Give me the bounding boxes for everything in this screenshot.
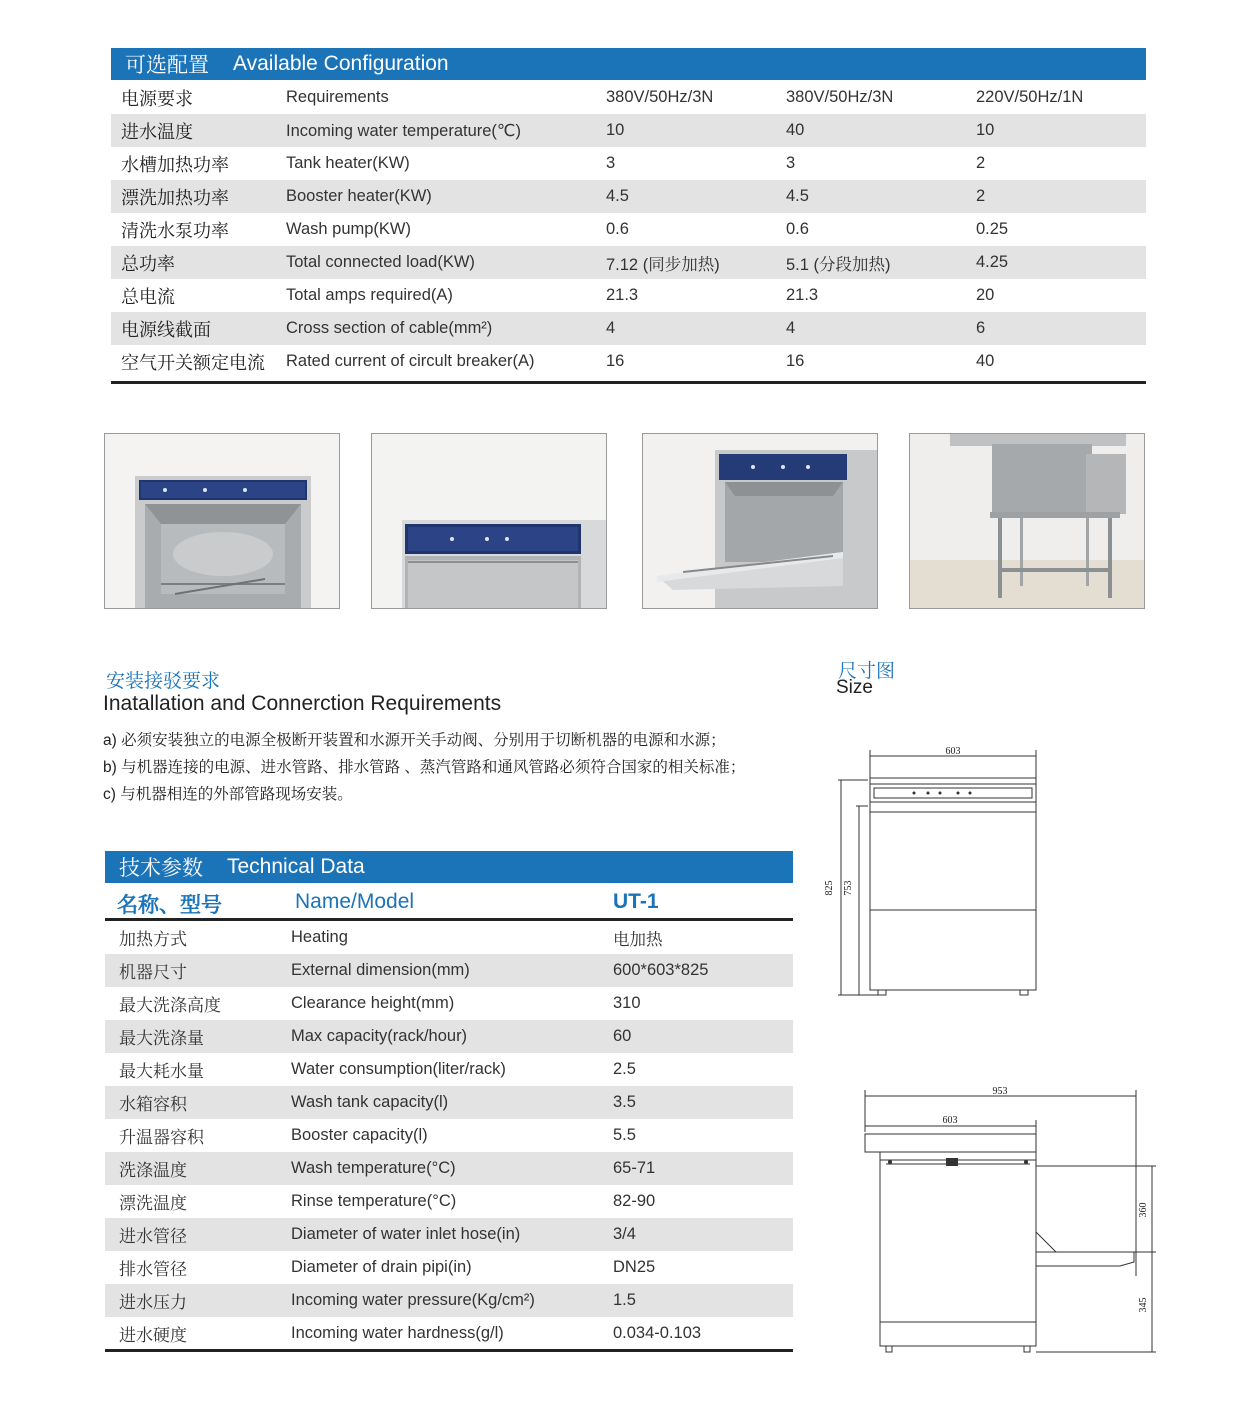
tech-row [105, 1152, 793, 1185]
config-title-zh: 可选配置 [125, 54, 209, 77]
tech-cell-v: 2.5 [613, 1060, 636, 1078]
tech-cell-zh: 洗涤温度 [105, 1152, 281, 1185]
install-item-b: b) 与机器连接的电源、进水管路、排水管路 、蒸汽管路和通风管路必须符合国家的相关标准； [103, 759, 746, 776]
config-cell-v3: 6 [966, 312, 1146, 345]
config-row [111, 312, 1146, 345]
tech-cell-v: 电加热 [613, 930, 663, 949]
photo-closed-front [371, 433, 607, 609]
config-cell-v2: 21.3 [786, 286, 819, 304]
config-cell-v3: 2 [976, 154, 986, 172]
config-cell-v1: 4 [596, 312, 776, 345]
config-cell-v2: 4 [776, 312, 966, 345]
tech-row [105, 987, 793, 1020]
photo-door-open [642, 433, 878, 609]
front-view-drawing [818, 740, 1058, 1010]
config-cell-v2: 16 [786, 352, 805, 370]
tech-cell-v: 1.5 [603, 1284, 793, 1317]
tech-cell-en: Diameter of water inlet hose(in) [281, 1218, 603, 1251]
config-cell-en: Requirements [286, 88, 389, 106]
config-cell-en: Total amps required(A) [286, 286, 453, 304]
tech-cell-v: 65-71 [603, 1152, 793, 1185]
tech-row [105, 1218, 793, 1251]
tech-head-en: Name/Model [295, 890, 415, 913]
config-row [111, 147, 1146, 180]
config-cell-zh: 水槽加热功率 [121, 154, 229, 175]
config-cell-en: Cross section of cable(mm²) [276, 312, 596, 345]
tech-cell-en: Incoming water hardness(g/l) [291, 1324, 504, 1342]
tech-row [105, 1119, 793, 1152]
tech-cell-zh: 进水压力 [105, 1284, 281, 1317]
config-cell-zh: 进水温度 [111, 114, 276, 147]
install-item-c: c) 与机器相连的外部管路现场安装。 [103, 786, 353, 803]
size-title-en: Size [836, 677, 873, 698]
config-cell-v2: 4.5 [776, 180, 966, 213]
config-row [111, 114, 1146, 147]
config-cell-zh: 漂洗加热功率 [111, 180, 276, 213]
tech-cell-zh: 升温器容积 [119, 1128, 204, 1147]
tech-cell-v: 5.5 [613, 1126, 636, 1144]
config-cell-v1: 21.3 [606, 286, 639, 304]
config-cell-en: Booster heater(KW) [276, 180, 596, 213]
config-cell-v3: 2 [966, 180, 1146, 213]
tech-cell-zh: 水箱容积 [105, 1086, 281, 1119]
config-bottom-rule [111, 381, 1146, 384]
tech-cell-zh: 最大耗水量 [119, 1062, 204, 1081]
tech-row [105, 1053, 793, 1086]
front-width-label: 603 [945, 746, 961, 757]
tech-cell-zh: 排水管径 [119, 1260, 187, 1279]
tech-table [105, 921, 793, 1350]
config-cell-v1: 3 [606, 154, 616, 172]
config-row [111, 180, 1146, 213]
tech-cell-en: Rinse temperature(°C) [291, 1192, 457, 1210]
tech-head-model: UT-1 [613, 890, 659, 913]
config-title-en: Available Configuration [233, 52, 449, 75]
photo-on-stand [909, 433, 1145, 609]
tech-cell-v: 3/4 [603, 1218, 793, 1251]
tech-cell-v: 0.034-0.103 [613, 1324, 702, 1342]
tech-title-zh: 技术参数 [119, 857, 203, 880]
config-cell-en: Rated current of circult breaker(A) [286, 352, 535, 370]
tech-cell-en: Clearance height(mm) [291, 994, 455, 1012]
config-cell-en: Incoming water temperature(℃) [276, 114, 596, 147]
tech-cell-v: 82-90 [613, 1192, 656, 1210]
tech-row [105, 1185, 793, 1218]
tech-cell-en: Diameter of drain pipi(in) [291, 1258, 472, 1276]
config-cell-v3: 10 [966, 114, 1146, 147]
tech-head-row [105, 886, 793, 918]
side-total-width-label: 953 [992, 1086, 1008, 1097]
config-cell-v3: 0.25 [976, 220, 1009, 238]
config-table [111, 81, 1146, 378]
tech-row [105, 1251, 793, 1284]
tech-cell-en: External dimension(mm) [281, 954, 603, 987]
tech-cell-zh: 漂洗温度 [119, 1194, 187, 1213]
tech-cell-zh: 机器尺寸 [105, 954, 281, 987]
config-header-bar [111, 48, 1146, 80]
config-cell-zh: 电源线截面 [111, 312, 276, 345]
tech-cell-v: DN25 [613, 1258, 656, 1276]
front-body-height-label: 753 [843, 880, 854, 896]
config-cell-zh: 空气开关额定电流 [121, 352, 265, 373]
tech-row [105, 954, 793, 987]
config-cell-v3: 4.25 [966, 246, 1146, 279]
side-body-width-label: 603 [942, 1115, 958, 1126]
config-cell-v2: 5.1 (分段加热) [776, 246, 966, 279]
tech-cell-v: 600*603*825 [603, 954, 793, 987]
tech-head-zh: 名称、型号 [117, 894, 222, 917]
tech-cell-zh: 进水管径 [105, 1218, 281, 1251]
tech-cell-zh: 进水硬度 [119, 1326, 187, 1345]
tech-cell-zh: 加热方式 [119, 930, 187, 949]
tech-cell-v: 3.5 [603, 1086, 793, 1119]
config-cell-v2: 40 [776, 114, 966, 147]
install-title-en: Inatallation and Connerction Requirements [103, 692, 502, 715]
tech-cell-en: Heating [291, 928, 348, 946]
tech-row [105, 1284, 793, 1317]
tech-cell-en: Incoming water pressure(Kg/cm²) [281, 1284, 603, 1317]
config-cell-v1: 4.5 [596, 180, 776, 213]
tech-cell-en: Max capacity(rack/hour) [281, 1020, 603, 1053]
config-cell-zh: 电源要求 [121, 88, 193, 109]
config-cell-en: Total connected load(KW) [276, 246, 596, 279]
tech-row [105, 1317, 793, 1350]
tech-row [105, 1020, 793, 1053]
config-cell-v3: 220V/50Hz/1N [976, 88, 1084, 106]
side-view-drawing [850, 1080, 1170, 1360]
tech-cell-zh: 最大洗涤高度 [119, 996, 221, 1015]
config-row [111, 213, 1146, 246]
config-cell-v1: 7.12 (同步加热) [596, 246, 776, 279]
front-total-height-label: 825 [824, 880, 835, 896]
config-cell-v2: 3 [786, 154, 796, 172]
config-cell-v1: 0.6 [606, 220, 629, 238]
config-row [111, 345, 1146, 378]
install-title-zh: 安装接驳要求 [106, 671, 221, 692]
size-title-zh: 尺寸图 [838, 661, 896, 682]
config-cell-en: Wash pump(KW) [286, 220, 411, 238]
config-cell-v1: 380V/50Hz/3N [606, 88, 714, 106]
config-row [111, 81, 1146, 114]
tech-cell-v: 60 [603, 1020, 793, 1053]
tech-bottom-rule [105, 1349, 793, 1352]
config-cell-v3: 40 [976, 352, 995, 370]
tech-cell-en: Wash temperature(°C) [281, 1152, 603, 1185]
tech-header-bar [105, 851, 793, 883]
config-row [111, 246, 1146, 279]
side-upper-height-label: 360 [1138, 1202, 1149, 1218]
config-cell-v2: 380V/50Hz/3N [786, 88, 894, 106]
photo-open-interior [104, 433, 340, 609]
tech-cell-en: Water consumption(liter/rack) [291, 1060, 506, 1078]
install-item-a: a) 必须安装独立的电源全极断开装置和水源开关手动阀、分别用于切断机器的电源和水源； [103, 732, 726, 749]
config-cell-zh: 总电流 [121, 286, 175, 307]
tech-row [105, 921, 793, 954]
config-cell-v1: 10 [596, 114, 776, 147]
tech-cell-en: Booster capacity(l) [291, 1126, 428, 1144]
side-lower-height-label: 345 [1138, 1297, 1149, 1313]
tech-title-en: Technical Data [227, 855, 365, 878]
config-cell-v2: 0.6 [786, 220, 809, 238]
config-cell-v3: 20 [976, 286, 995, 304]
config-cell-en: Tank heater(KW) [286, 154, 410, 172]
tech-row [105, 1086, 793, 1119]
tech-cell-zh: 最大洗涤量 [105, 1020, 281, 1053]
config-cell-zh: 总功率 [111, 246, 276, 279]
config-cell-v1: 16 [606, 352, 625, 370]
tech-cell-v: 310 [613, 994, 641, 1012]
config-cell-zh: 清洗水泵功率 [121, 220, 229, 241]
config-row [111, 279, 1146, 312]
tech-cell-en: Wash tank capacity(l) [281, 1086, 603, 1119]
